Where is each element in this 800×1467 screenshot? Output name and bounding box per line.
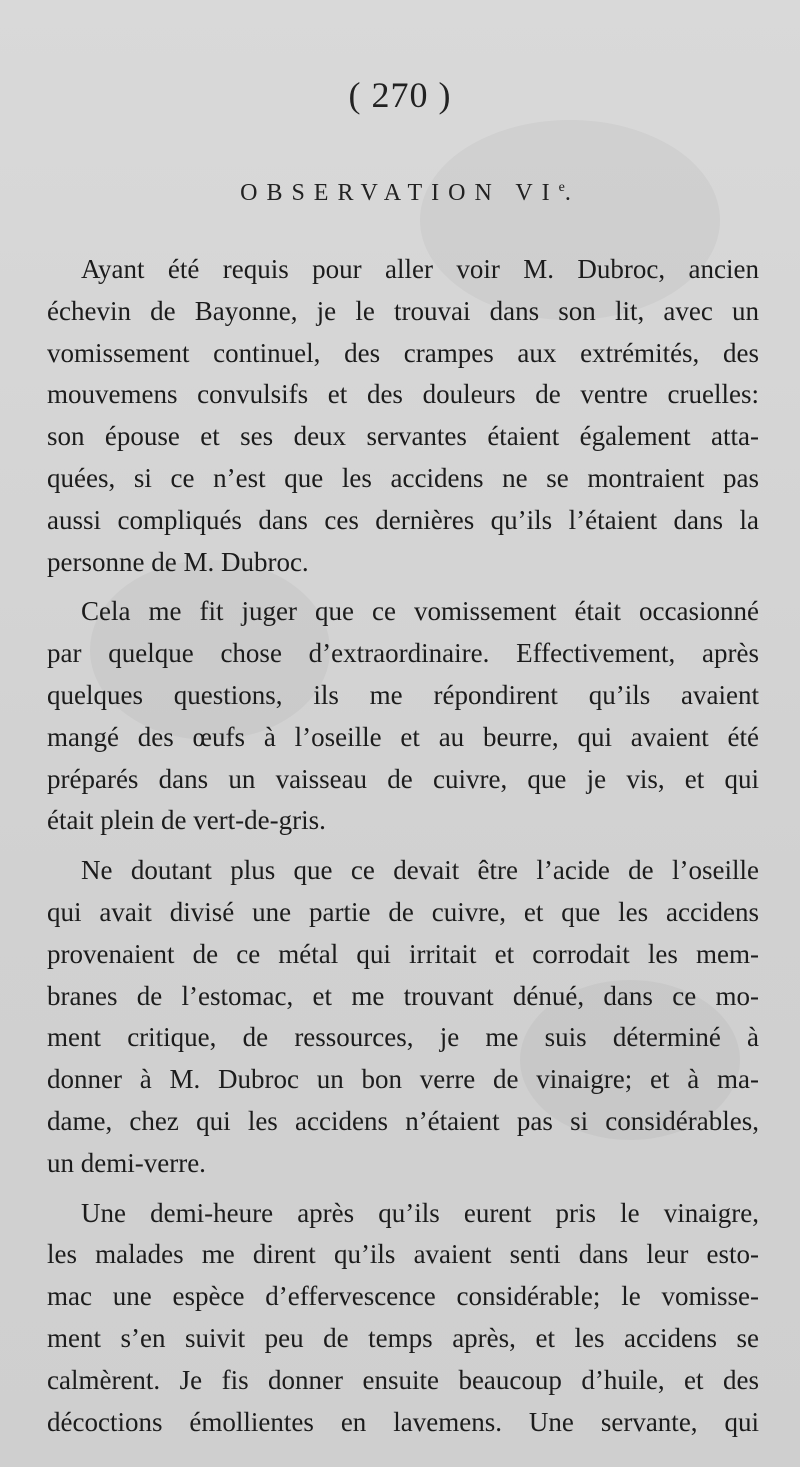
text-line: échevin de Bayonne, je le trouvai dans son lit, avec un bbox=[47, 295, 759, 326]
text-line: personne de M. Dubroc. bbox=[47, 546, 309, 577]
text-line: mac une espèce d’effervescence considérable; le vomisse- bbox=[47, 1281, 759, 1312]
text-line: ment s’en suivit peu de temps après, et les accidens se bbox=[47, 1322, 759, 1353]
text-line: dame, chez qui les accidens n’étaient pas si considérables, bbox=[47, 1105, 759, 1136]
section-title-suffix: . bbox=[564, 180, 580, 206]
text-line: Cela me fit juger que ce vomissement était occasionné bbox=[81, 596, 759, 627]
section-title-superscript: e bbox=[558, 180, 565, 195]
paragraph-gap bbox=[47, 842, 759, 850]
text-line: Ne doutant plus que ce devait être l’acide de l’oseille bbox=[81, 855, 759, 886]
text-line: calmèrent. Je fis donner ensuite beaucoup d’huile, et des bbox=[47, 1364, 759, 1395]
text-line: aussi compliqués dans ces dernières qu’ils l’étaient dans la bbox=[47, 504, 759, 535]
text-line: quées, si ce n’est que les accidens ne se montraient pas bbox=[47, 462, 759, 493]
text-line: Ayant été requis pour aller voir M. Dubroc, ancien bbox=[81, 254, 759, 284]
text-line: par quelque chose d’extraordinaire. Effectivement, après bbox=[47, 638, 759, 669]
section-title bbox=[0, 180, 800, 207]
text-line: décoctions émollientes en lavemens. Une servante, qui bbox=[47, 1406, 759, 1437]
text-line: son épouse et ses deux servantes étaient également atta- bbox=[47, 421, 759, 452]
text-line: vomissement continuel, des crampes aux extrémités, des bbox=[47, 337, 759, 368]
text-line: branes de l’estomac, et me trouvant dénué, dans ce mo- bbox=[47, 980, 759, 1011]
text-line: Une demi-heure après qu’ils eurent pris le vinaigre, bbox=[81, 1197, 759, 1228]
text-line: un demi-verre. bbox=[47, 1147, 206, 1178]
body-text bbox=[47, 249, 759, 1443]
text-line: était plein de vert-de-gris. bbox=[47, 805, 326, 836]
text-line: mangé des œufs à l’oseille et au beurre, qui avaient été bbox=[47, 721, 759, 752]
text-line: provenaient de ce métal qui irritait et corrodait les mem- bbox=[47, 938, 759, 969]
paragraph-gap bbox=[47, 1185, 759, 1193]
text-line: donner à M. Dubroc un bon verre de vinaigre; et à ma- bbox=[47, 1064, 759, 1095]
page-number: ( 270 ) bbox=[348, 75, 452, 115]
text-line: qui avait divisé une partie de cuivre, et que les accidens bbox=[47, 896, 759, 927]
section-title-text: OBSERVATION VI bbox=[240, 180, 559, 206]
text-line: ment critique, de ressources, je me suis déterminé à bbox=[47, 1022, 759, 1053]
paragraph-gap bbox=[47, 583, 759, 591]
text-line: quelques questions, ils me répondirent qu’ils avaient bbox=[47, 679, 759, 710]
text-line: les malades me dirent qu’ils avaient senti dans leur esto- bbox=[47, 1239, 759, 1270]
text-line: préparés dans un vaisseau de cuivre, que je vis, et qui bbox=[47, 763, 759, 794]
text-line: mouvemens convulsifs et des douleurs de ventre cruelles: bbox=[47, 379, 759, 410]
